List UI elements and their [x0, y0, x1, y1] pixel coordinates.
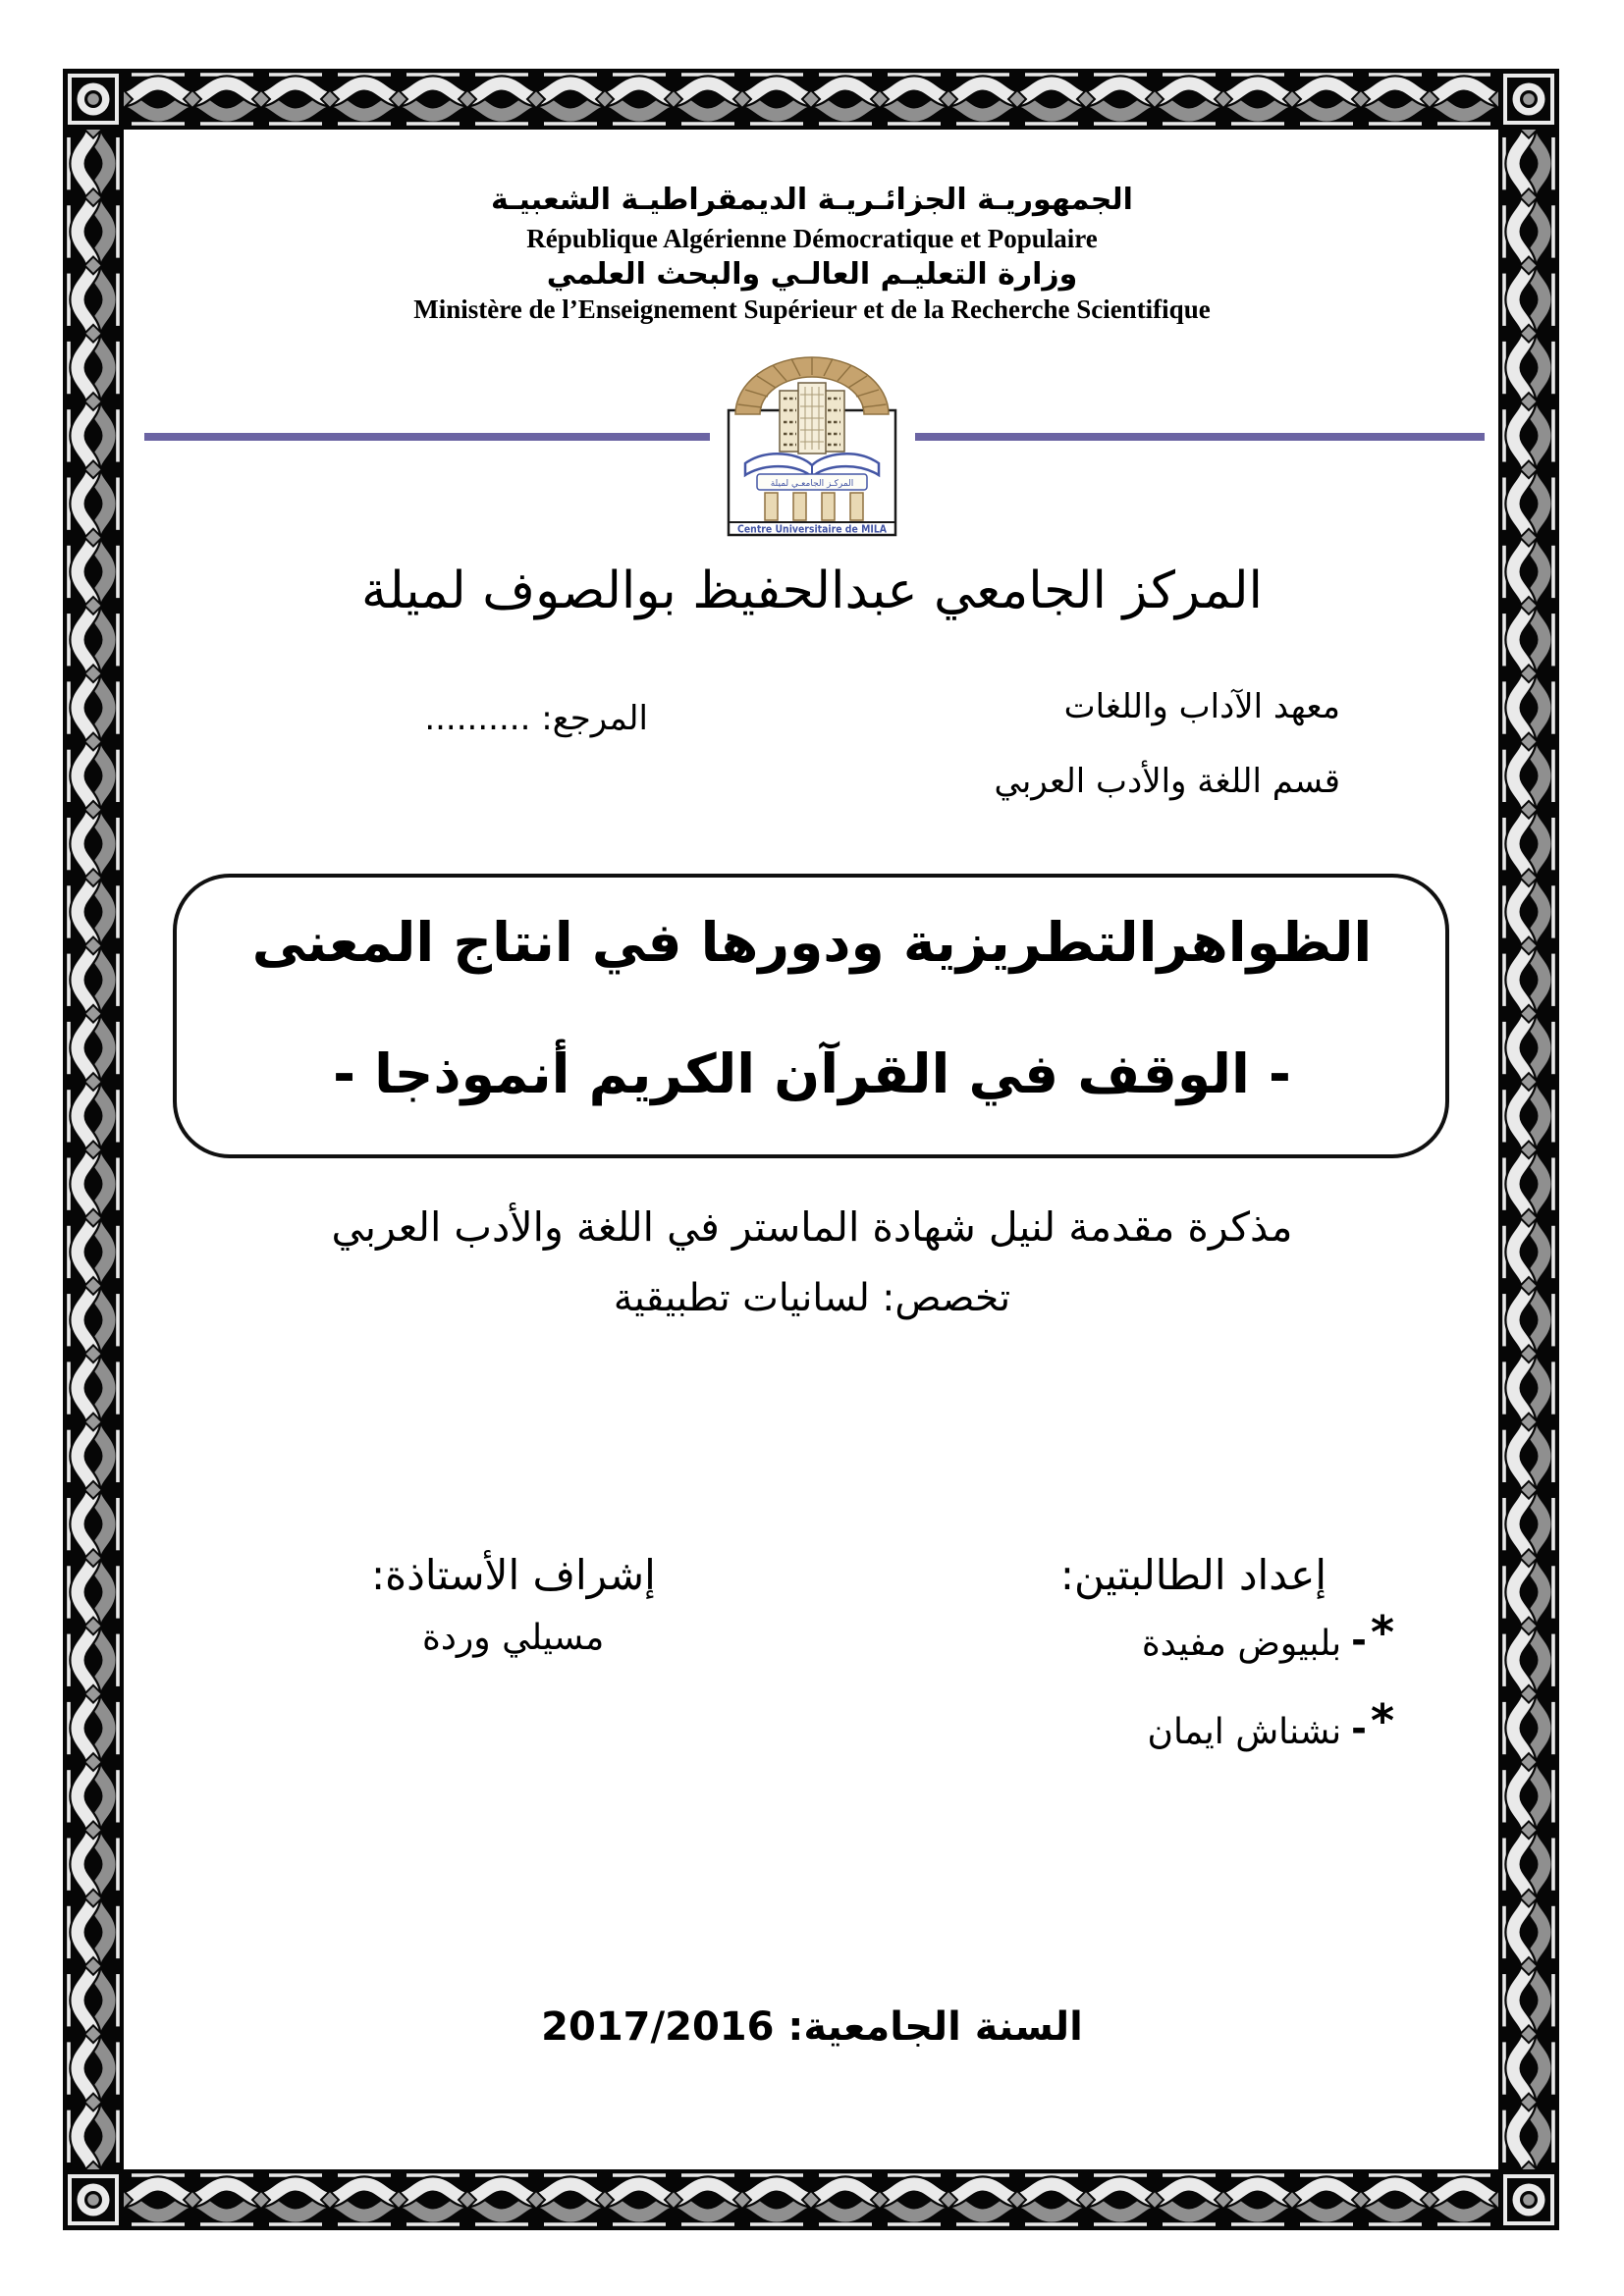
university-logo [724, 344, 900, 538]
thesis-title-line2: - الوقف في القرآن الكريم أنموذجا - [333, 1042, 1291, 1105]
student-bullet-star: * [1370, 1694, 1394, 1747]
student-bullet-star: * [1370, 1606, 1394, 1659]
logo-banner-text: المركـز الجامعـي لميلة [770, 479, 854, 489]
institute-name: معهد الآداب واللغات [1063, 687, 1340, 726]
ministry-name-arabic: وزارة التعليـم العالـي والبحث العلمي [546, 257, 1078, 292]
republic-name-arabic: الجمهوريـة الجزائـريـة الديمقراطيـة الشعبيـة [491, 183, 1133, 217]
supervisor-name: مسيلي وردة [422, 1618, 605, 1658]
degree-statement: مذكرة مقدمة لنيل شهادة الماستر في اللغة والأدب العربي [331, 1203, 1293, 1251]
university-center-name: المركز الجامعي عبدالحفيظ بوالصوف لميلة [361, 561, 1263, 620]
republic-name-french: République Algérienne Démocratique et Populaire [526, 224, 1098, 253]
ministry-name-french: Ministère de l’Enseignement Supérieur et de la Recherche Scientifique [413, 294, 1211, 324]
student-row-1 [1141, 1606, 1394, 1669]
supervisor-label: إشراف الأستاذة: [371, 1551, 656, 1599]
decorative-rule-left [144, 433, 710, 441]
reference-field: المرجع: .......... [424, 699, 648, 738]
student-bullet-dash: - [1351, 1707, 1367, 1750]
thesis-title-line1: الظواهرالتطريزية ودورها في انتاج المعنى [251, 911, 1373, 974]
academic-year: السنة الجامعية: 2017/2016 [541, 2004, 1083, 2050]
decorative-rule-right [915, 433, 1485, 441]
specialty-statement: تخصص: لسانيات تطبيقية [613, 1276, 1011, 1320]
department-name: قسم اللغة والأدب العربي [994, 762, 1340, 801]
student-bullet-dash: - [1351, 1619, 1367, 1662]
student-name-2: نشناش ايمان [1147, 1712, 1342, 1752]
student-row-2 [1147, 1694, 1394, 1757]
student-name-1: بلبيوض مفيدة [1141, 1624, 1342, 1664]
logo-caption: Centre Universitaire de MILA [737, 522, 888, 536]
prepared-by-label: إعداد الطالبتين: [1059, 1551, 1326, 1599]
